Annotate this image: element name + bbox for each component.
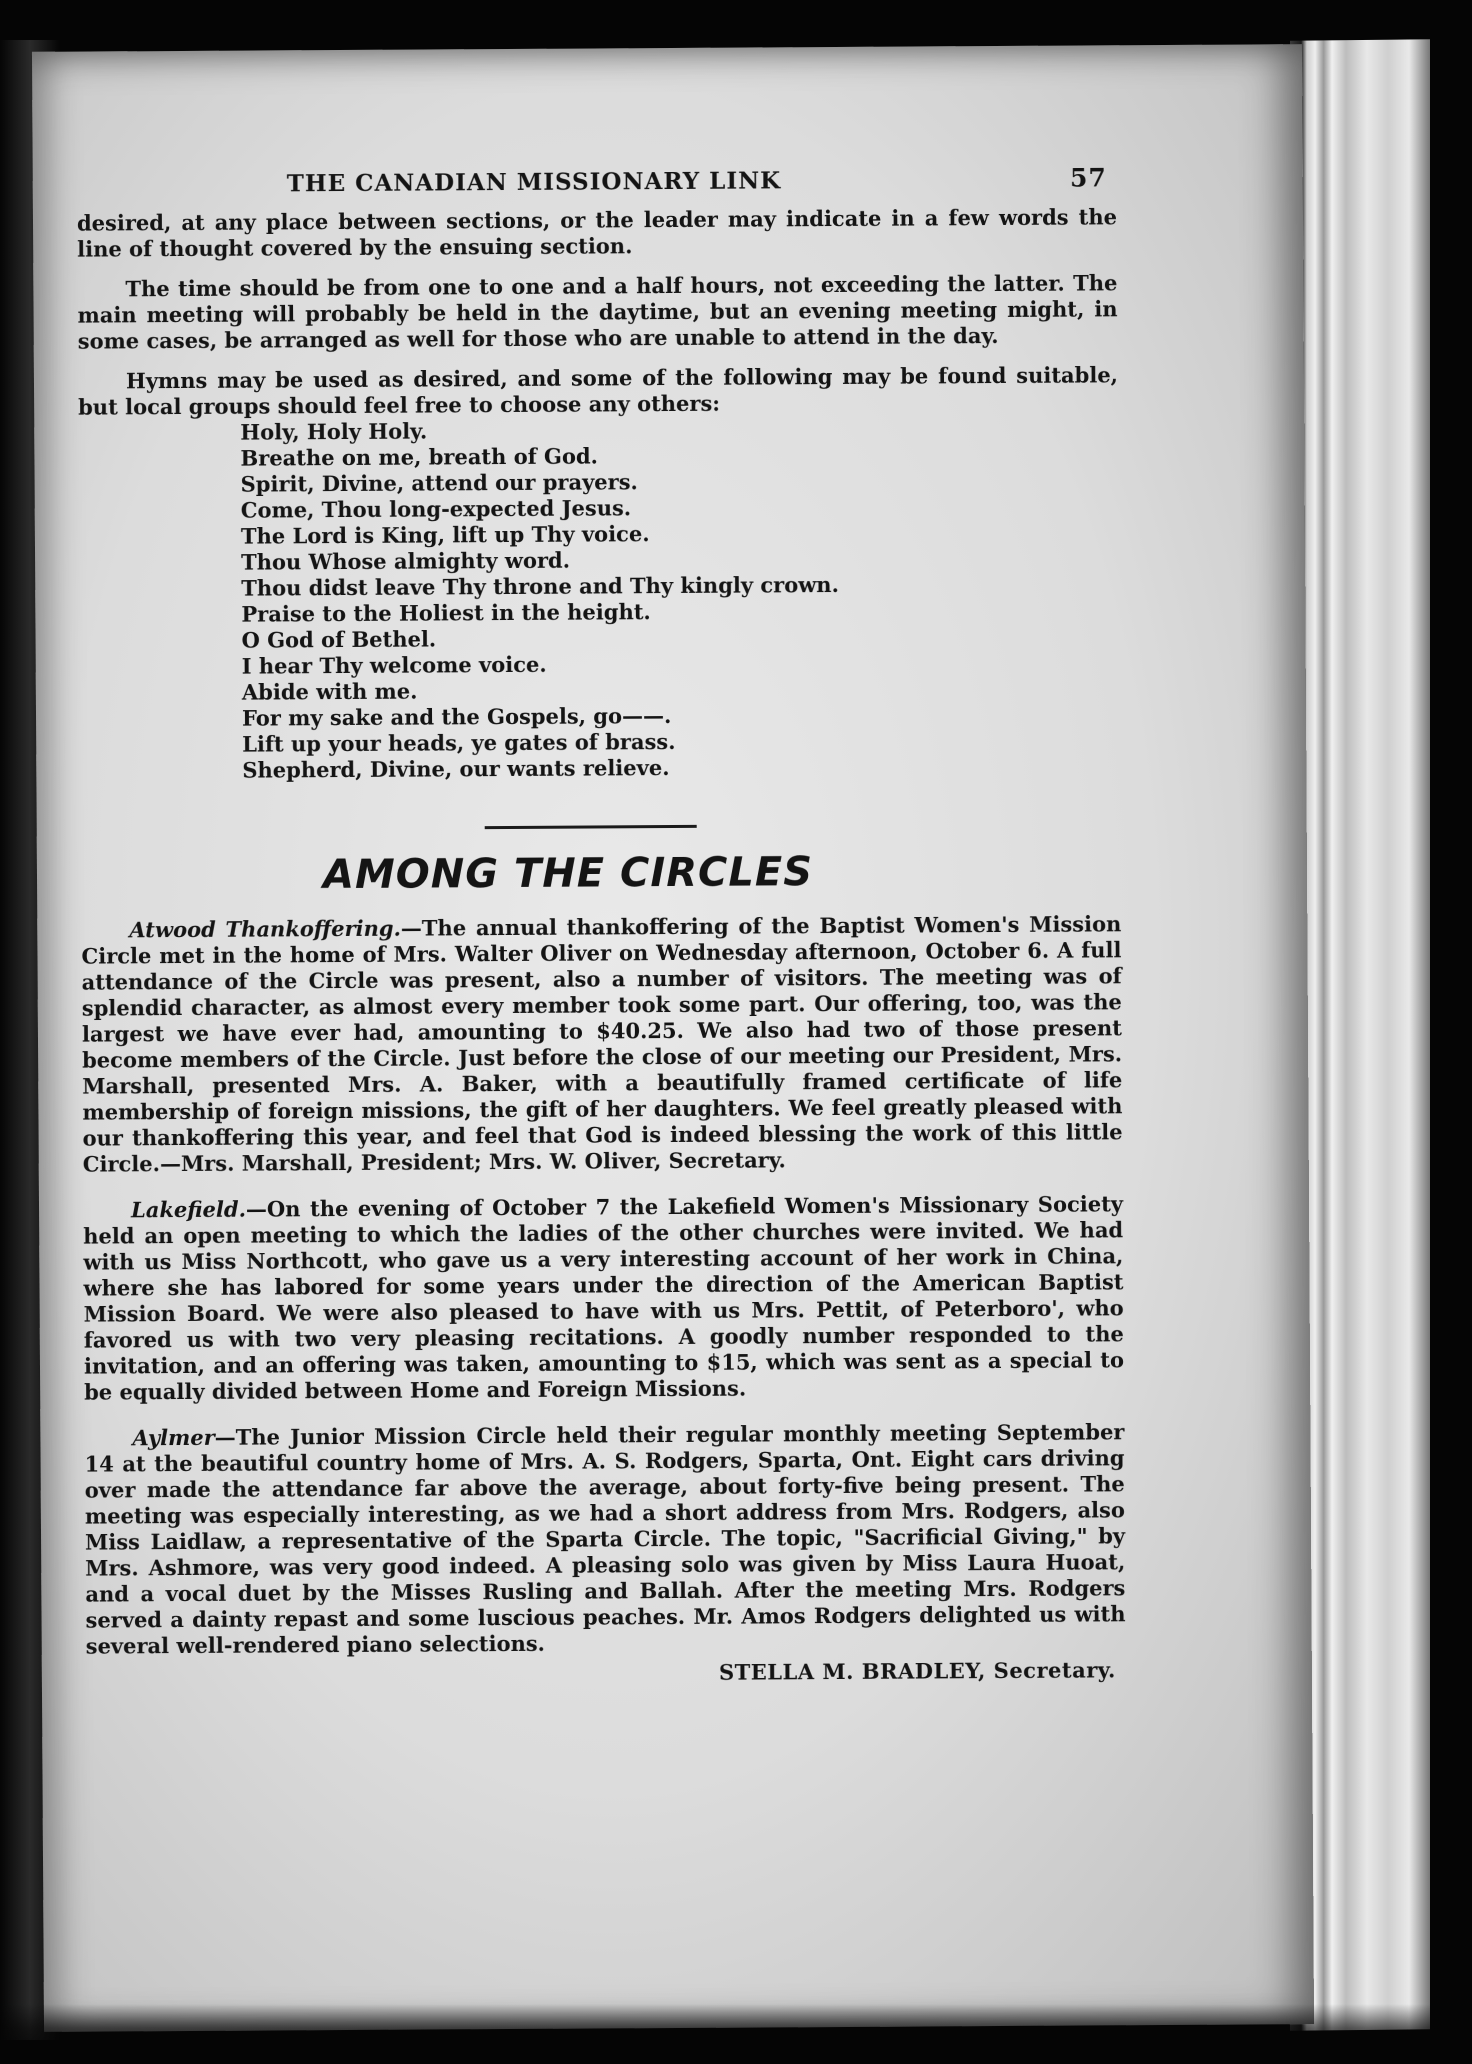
report-lakefield (83, 1191, 1124, 1405)
intro-paragraph-2: The time should be from one to one and a half hours, not exceeding the latter. The main meeting will probably be held in the daytime, but an evening meeting might, in some cases, be arranged as well for those who are unable to attend in the day. (77, 270, 1118, 354)
section-divider-rule (485, 825, 697, 829)
signature: STELLA M. BRADLEY, Secretary. (718, 1657, 1116, 1685)
hymn-item: Shepherd, Divine, our wants relieve. (242, 755, 670, 783)
running-header-title: THE CANADIAN MISSIONARY LINK (286, 167, 782, 198)
hymn-item: Come, Thou long-expected Jesus. (240, 495, 632, 523)
hymn-item: I hear Thy welcome voice. (241, 651, 547, 679)
hymn-item: Thou didst leave Thy throne and Thy kingly crown. (241, 571, 839, 601)
hymn-item: For my sake and the Gospels, go——. (241, 703, 672, 731)
report-aylmer (84, 1419, 1125, 1659)
hymn-item: O God of Bethel. (241, 626, 437, 653)
hymn-item: Spirit, Divine, attend our prayers. (240, 469, 638, 497)
page (32, 44, 1314, 2032)
hymn-item: Praise to the Holiest in the height. (241, 599, 651, 627)
section-heading: AMONG THE CIRCLES (322, 849, 814, 899)
hymn-item: Lift up your heads, ye gates of brass. (242, 728, 676, 757)
page-number: 57 (1069, 163, 1107, 193)
intro-paragraph-1: desired, at any place between sections, or the leader may indicate in a few words the line of thought covered by the ensuing section. (76, 204, 1118, 262)
hymn-item: Thou Whose almighty word. (241, 547, 571, 575)
report-title: Aylmer (132, 1424, 215, 1451)
running-header (77, 165, 1117, 198)
hymn-item: Holy, Holy Holy. (240, 418, 428, 445)
report-atwood (81, 911, 1123, 1177)
report-body: —The Junior Mission Circle held their regular monthly meeting September 14 at the beautiful country home of Mrs. A. S. Rodgers, Sparta, Ont. Eight cars driving over made the attendance far above the average, about forty-five being present. The meeting was especially interesting, as we had a short address from Mrs. Rodgers, also Miss Laidlaw, a representative of the Sparta Circle. The topic, "Sacrificial Giving," by Mrs. Ashmore, was very good indeed. A pleasing solo was given by Miss Laura Huoat, and a vocal duet by the Misses Rusling and Ballah. After the meeting Mrs. Rodgers served a dainty repast and some luscious peaches. Mr. Amos Rodgers delighted us with several well-rendered piano selections. (84, 1419, 1126, 1659)
intro-paragraph-3: Hymns may be used as desired, and some of the following may be found suitable, but local groups should feel free to choose any others: (78, 362, 1119, 420)
report-title: Lakefield. (130, 1196, 247, 1223)
page-content (77, 165, 1126, 1689)
hymn-item: The Lord is King, lift up Thy voice. (240, 521, 650, 549)
report-body: —The annual thankoffering of the Baptist Women's Mission Circle met in the home of Mrs. Walter Oliver on Wednesday afternoon, October 6. A full attendance of the Circle was present, also a number of visitors. The meeting was of splendid character, as almost every member took some part. Our offering, too, was the largest we have ever had, amounting to $40.25. We also had two of those present become members of the Circle. Just before the close of our meeting our President, Mrs. Marshall, presented Mrs. A. Baker, with a beautifully framed certificate of life membership of foreign missions, the gift of her daughters. We feel greatly pleased with our thankoffering this year, and feel that God is indeed blessing the work of this little Circle.—Mrs. Marshall, President; Mrs. W. Oliver, Secretary. (81, 911, 1123, 1177)
hymn-item: Abide with me. (241, 678, 418, 705)
hymn-list (240, 414, 1120, 783)
report-body: —On the evening of October 7 the Lakefield Women's Missionary Society held an open meeting to which the ladies of the other churches were invited. We had with us Miss Northcott, who gave us a very interesting account of her work in China, where she has labored for some years under the direction of the American Baptist Mission Board. We were also pleased to have with us Mrs. Pettit, of Peterboro', who favored us with two very pleasing recitations. A goodly number responded to the invitation, and an offering was taken, amounting to $15, which was sent as a special to be equally divided between Home and Foreign Missions. (83, 1191, 1125, 1405)
hymn-item: Breathe on me, breath of God. (240, 443, 599, 471)
bottom-shadow (0, 2004, 1472, 2064)
report-title: Atwood Thankoffering. (129, 915, 401, 943)
